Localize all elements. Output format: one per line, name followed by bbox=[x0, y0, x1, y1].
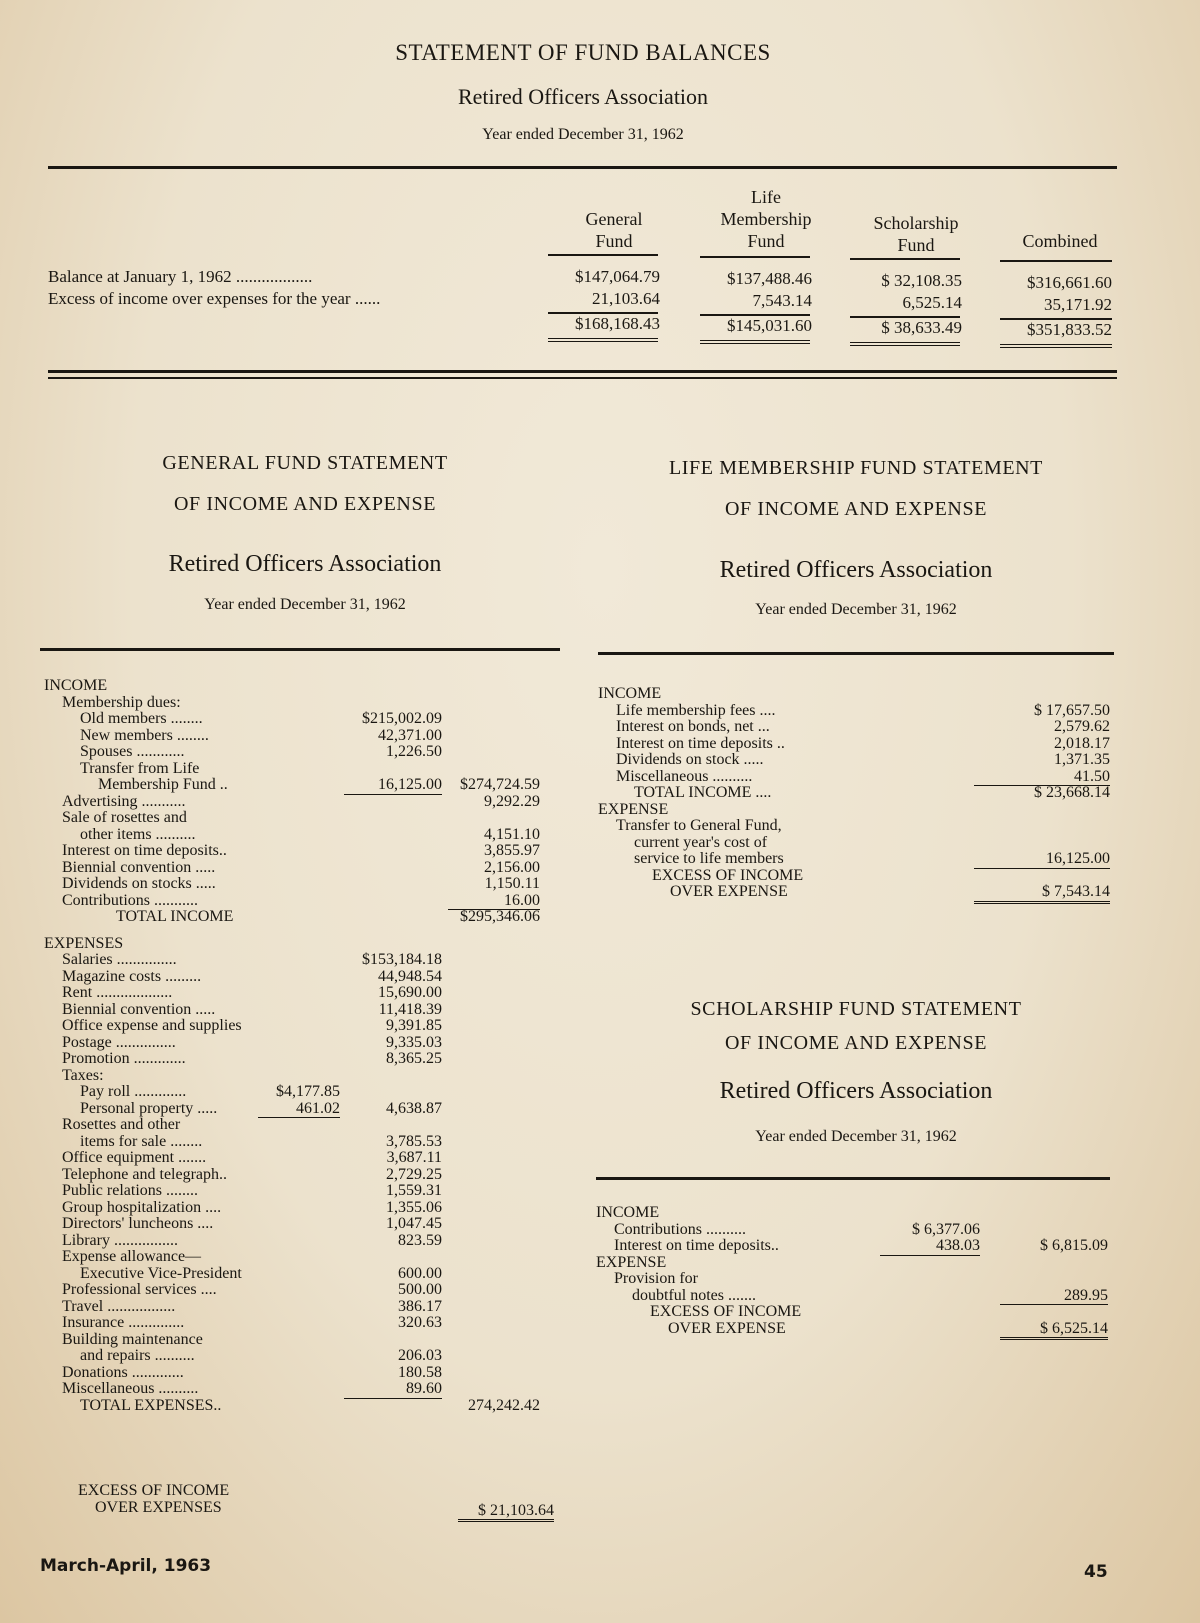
general-row-39 bbox=[44, 1315, 564, 1332]
general-row-label-12: Dividends on stocks ..... bbox=[62, 875, 216, 892]
general-row-31 bbox=[44, 1183, 564, 1200]
column-header-1-line3: Fund bbox=[747, 231, 785, 251]
general-row-38 bbox=[44, 1299, 564, 1316]
life-row-1 bbox=[598, 703, 1112, 720]
scholarship-row-2-b: 438.03 bbox=[880, 1238, 980, 1256]
general-row-30-b: 2,729.25 bbox=[386, 1165, 442, 1183]
scholarship-row-7 bbox=[596, 1321, 1110, 1340]
general-row-2-b: $215,002.09 bbox=[362, 710, 442, 727]
general-row-label-42: Donations ............. bbox=[62, 1363, 184, 1381]
general-row-label-3: New members ........ bbox=[80, 726, 209, 744]
general-row-label-31: Public relations ........ bbox=[62, 1182, 198, 1199]
scholarship-row-7-c: $ 6,525.14 bbox=[1000, 1321, 1108, 1341]
scholarship-row-label-6: EXCESS OF INCOME bbox=[650, 1303, 802, 1320]
life-row-5-c: 41.50 bbox=[974, 769, 1110, 787]
general-row-34-b: 823.59 bbox=[398, 1231, 442, 1249]
general-row-label-8: Sale of rosettes and bbox=[62, 809, 187, 826]
fund-balance-total-1: $145,031.60 bbox=[727, 316, 812, 335]
general-row-11-c: 2,156.00 bbox=[484, 858, 540, 876]
total-double-rule-0 bbox=[548, 338, 658, 342]
general-row-20 bbox=[44, 1002, 564, 1019]
general-row-19 bbox=[44, 985, 564, 1002]
general-row-label-25: Pay roll ............. bbox=[80, 1083, 187, 1100]
life-row-6 bbox=[598, 785, 1112, 802]
general-row-label-36: Executive Vice-President bbox=[80, 1264, 242, 1282]
general-row-20-b: 11,418.39 bbox=[378, 1000, 442, 1018]
general-row-label-21: Office expense and supplies bbox=[62, 1017, 242, 1034]
general-row-23 bbox=[44, 1051, 564, 1068]
fund-balance-row-1-value-1: 7,543.14 bbox=[752, 291, 812, 310]
general-row-label-26: Personal property ..... bbox=[80, 1099, 218, 1117]
fund-balance-row-1-value-2: 6,525.14 bbox=[902, 293, 962, 312]
general-row-43 bbox=[44, 1381, 564, 1398]
general-row-41-b: 206.03 bbox=[398, 1347, 442, 1364]
footer-issue: March-April, 1963 bbox=[40, 1556, 212, 1576]
general-row-0 bbox=[44, 678, 564, 695]
scholarship-row-1-b: $ 6,377.06 bbox=[912, 1220, 980, 1238]
general-row-label-44: TOTAL EXPENSES.. bbox=[80, 1396, 222, 1414]
top-rule bbox=[48, 166, 1117, 169]
life-row-4-c: 1,371.35 bbox=[1054, 751, 1110, 768]
fund-balance-row-1-value-3: 35,171.92 bbox=[1044, 295, 1112, 314]
scholarship-title-1: SCHOLARSHIP FUND STATEMENT bbox=[690, 998, 1022, 1020]
general-row-label-19: Rent ................... bbox=[62, 984, 173, 1001]
general-row-label-28: items for sale ........ bbox=[80, 1132, 203, 1150]
general-row-28-b: 3,785.53 bbox=[386, 1132, 442, 1150]
general-row-4-b: 1,226.50 bbox=[386, 743, 442, 760]
scholarship-row-6 bbox=[596, 1304, 1110, 1321]
general-row-36-b: 600.00 bbox=[398, 1264, 442, 1282]
general-row-label-22: Postage ............... bbox=[62, 1033, 176, 1051]
fund-balance-row-0-value-0: $147,064.79 bbox=[575, 267, 660, 286]
life-row-5 bbox=[598, 769, 1112, 786]
general-row-label-7: Advertising ........... bbox=[62, 792, 186, 810]
general-row-label-5: Transfer from Life bbox=[80, 759, 200, 777]
general-row-label-16: EXPENSES bbox=[44, 934, 124, 952]
general-year: Year ended December 31, 1962 bbox=[204, 596, 406, 613]
double-rule-lower bbox=[48, 377, 1117, 379]
scholarship-row-5 bbox=[596, 1288, 1110, 1305]
general-row-label-32: Group hospitalization .... bbox=[62, 1198, 222, 1216]
life-rule bbox=[598, 652, 1114, 655]
general-row-26-b: 4,638.87 bbox=[386, 1099, 442, 1117]
life-row-0 bbox=[598, 686, 1112, 703]
life-year: Year ended December 31, 1962 bbox=[755, 601, 957, 618]
general-row-23-b: 8,365.25 bbox=[386, 1050, 442, 1067]
general-row-label-23: Promotion ............. bbox=[62, 1050, 186, 1067]
general-row-11 bbox=[44, 860, 564, 877]
fund-balances-title: STATEMENT OF FUND BALANCES bbox=[395, 40, 771, 65]
general-row-label-39: Insurance .............. bbox=[62, 1314, 185, 1331]
life-row-4 bbox=[598, 752, 1112, 769]
total-double-rule-1 bbox=[700, 340, 810, 344]
fund-balance-row-0-value-2: $ 32,108.35 bbox=[881, 271, 962, 290]
general-row-label-4: Spouses ............ bbox=[80, 743, 185, 760]
life-row-2-c: 2,579.62 bbox=[1054, 718, 1110, 735]
general-row-12 bbox=[44, 876, 564, 893]
general-row-10 bbox=[44, 843, 564, 860]
scholarship-statement bbox=[596, 1205, 1110, 1340]
column-header-0-line3: Fund bbox=[595, 231, 633, 251]
life-row-label-12: OVER EXPENSE bbox=[670, 883, 788, 900]
general-row-5 bbox=[44, 761, 564, 778]
general-rule bbox=[40, 648, 560, 651]
general-row-label-14: TOTAL INCOME bbox=[116, 908, 234, 925]
life-row-6-c: $ 23,668.14 bbox=[1034, 784, 1110, 801]
column-header-3 bbox=[998, 186, 1122, 252]
general-row-13 bbox=[44, 893, 564, 910]
scholarship-row-3 bbox=[596, 1255, 1110, 1272]
life-row-11 bbox=[598, 868, 1112, 885]
general-row-label-34: Library ................ bbox=[62, 1231, 178, 1249]
general-row-label-38: Travel ................. bbox=[62, 1297, 176, 1315]
scholarship-row-label-3: EXPENSE bbox=[596, 1253, 667, 1271]
life-row-10 bbox=[598, 851, 1112, 868]
general-row-16 bbox=[44, 936, 564, 953]
general-row-label-13: Contributions ........... bbox=[62, 891, 199, 909]
scholarship-row-4 bbox=[596, 1271, 1110, 1288]
scholarship-year: Year ended December 31, 1962 bbox=[755, 1128, 957, 1145]
general-row-7 bbox=[44, 794, 564, 811]
general-excess-value: $ 21,103.64 bbox=[458, 1502, 554, 1522]
general-row-22 bbox=[44, 1035, 564, 1052]
life-row-label-6: TOTAL INCOME .... bbox=[634, 784, 772, 801]
general-row-7-c: 9,292.29 bbox=[484, 792, 540, 810]
general-row-35 bbox=[44, 1249, 564, 1266]
general-row-label-41: and repairs .......... bbox=[80, 1347, 195, 1364]
general-row-21 bbox=[44, 1018, 564, 1035]
general-row-39-b: 320.63 bbox=[398, 1314, 442, 1331]
life-row-label-11: EXCESS OF INCOME bbox=[652, 866, 804, 884]
life-row-label-1: Life membership fees .... bbox=[616, 701, 776, 719]
general-row-6-b: 16,125.00 bbox=[344, 777, 442, 795]
general-row-label-1: Membership dues: bbox=[62, 693, 181, 711]
life-org: Retired Officers Association bbox=[719, 557, 993, 583]
life-row-1-c: $ 17,657.50 bbox=[1034, 701, 1110, 719]
general-row-33 bbox=[44, 1216, 564, 1233]
fund-balance-row-0-value-3: $316,661.60 bbox=[1027, 273, 1112, 292]
life-row-label-8: Transfer to General Fund, bbox=[616, 817, 782, 834]
general-title-2: OF INCOME AND EXPENSE bbox=[173, 493, 437, 515]
general-excess-line-1: EXCESS OF INCOME bbox=[78, 1482, 230, 1499]
general-row-label-20: Biennial convention ..... bbox=[62, 1000, 216, 1018]
column-header-3-line3: Combined bbox=[1022, 231, 1098, 251]
fund-balance-total-2: $ 38,633.49 bbox=[881, 318, 962, 337]
life-row-label-5: Miscellaneous .......... bbox=[616, 767, 753, 785]
general-row-42-b: 180.58 bbox=[398, 1363, 442, 1381]
column-header-0 bbox=[546, 186, 682, 252]
general-row-37-b: 500.00 bbox=[398, 1281, 442, 1298]
general-row-label-27: Rosettes and other bbox=[62, 1116, 181, 1133]
life-row-3-c: 2,018.17 bbox=[1054, 734, 1110, 752]
general-row-label-17: Salaries ............... bbox=[62, 951, 177, 968]
general-row-12-c: 1,150.11 bbox=[484, 875, 540, 892]
fund-balance-row-0-value-1: $137,488.46 bbox=[727, 269, 812, 288]
scholarship-row-1 bbox=[596, 1222, 1110, 1239]
scholarship-row-label-0: INCOME bbox=[596, 1204, 660, 1221]
column-header-0-line2: General bbox=[585, 209, 643, 229]
general-row-label-0: INCOME bbox=[44, 677, 108, 694]
general-row-17-b: $153,184.18 bbox=[362, 951, 442, 968]
fund-balance-total-0: $168,168.43 bbox=[575, 314, 660, 333]
life-title-2: OF INCOME AND EXPENSE bbox=[724, 498, 988, 520]
general-row-label-43: Miscellaneous .......... bbox=[62, 1380, 199, 1397]
column-header-2-line3: Fund bbox=[897, 235, 935, 255]
general-row-2 bbox=[44, 711, 564, 728]
scholarship-org: Retired Officers Association bbox=[719, 1078, 993, 1104]
general-row-41 bbox=[44, 1348, 564, 1365]
general-row-42 bbox=[44, 1365, 564, 1382]
scholarship-row-2-c: $ 6,815.09 bbox=[1040, 1237, 1108, 1254]
general-row-30 bbox=[44, 1167, 564, 1184]
column-header-rule-3 bbox=[1000, 260, 1112, 262]
life-row-2 bbox=[598, 719, 1112, 736]
fund-balance-total-3: $351,833.52 bbox=[1027, 320, 1112, 339]
fund-balance-row-label-0: Balance at January 1, 1962 .................. bbox=[48, 267, 313, 286]
general-row-9-c: 4,151.10 bbox=[484, 825, 540, 843]
general-row-1 bbox=[44, 695, 564, 712]
general-row-36 bbox=[44, 1266, 564, 1283]
total-double-rule-2 bbox=[850, 342, 960, 346]
general-org: Retired Officers Association bbox=[168, 551, 442, 577]
column-header-3-line1 bbox=[998, 186, 1122, 208]
general-row-18 bbox=[44, 969, 564, 986]
general-row-label-6: Membership Fund .. bbox=[98, 776, 228, 793]
general-row-9 bbox=[44, 827, 564, 844]
life-row-3 bbox=[598, 736, 1112, 753]
life-title-1: LIFE MEMBERSHIP FUND STATEMENT bbox=[668, 457, 1043, 479]
general-row-18-b: 44,948.54 bbox=[378, 967, 442, 985]
general-row-14-c: $295,346.06 bbox=[460, 908, 540, 925]
general-row-label-11: Biennial convention ..... bbox=[62, 858, 216, 876]
general-row-8 bbox=[44, 810, 564, 827]
general-row-19-b: 15,690.00 bbox=[378, 984, 442, 1001]
general-row-label-29: Office equipment ....... bbox=[62, 1149, 207, 1166]
scholarship-title-2: OF INCOME AND EXPENSE bbox=[724, 1032, 988, 1054]
general-row-25-a: $4,177.85 bbox=[276, 1083, 340, 1100]
fund-balance-row-1-value-0: 21,103.64 bbox=[592, 289, 660, 308]
general-row-label-40: Building maintenance bbox=[62, 1330, 203, 1348]
footer-page-number: 45 bbox=[1084, 1562, 1108, 1582]
column-header-rule-1 bbox=[700, 256, 810, 258]
column-header-0-line1 bbox=[546, 186, 682, 208]
general-row-29-b: 3,687.11 bbox=[386, 1149, 442, 1166]
general-row-15 bbox=[44, 926, 564, 936]
column-header-2-line1 bbox=[848, 190, 984, 212]
column-header-rule-2 bbox=[850, 258, 960, 260]
life-row-label-4: Dividends on stock ..... bbox=[616, 751, 764, 768]
general-row-label-24: Taxes: bbox=[62, 1066, 104, 1084]
general-row-40 bbox=[44, 1332, 564, 1349]
general-row-label-30: Telephone and telegraph.. bbox=[62, 1165, 228, 1183]
life-row-8 bbox=[598, 818, 1112, 835]
general-row-label-33: Directors' luncheons .... bbox=[62, 1215, 214, 1232]
life-row-label-2: Interest on bonds, net ... bbox=[616, 718, 770, 735]
life-row-7 bbox=[598, 802, 1112, 819]
scholarship-row-0 bbox=[596, 1205, 1110, 1222]
general-row-31-b: 1,559.31 bbox=[386, 1182, 442, 1199]
general-row-37 bbox=[44, 1282, 564, 1299]
general-row-34 bbox=[44, 1233, 564, 1250]
general-row-25 bbox=[44, 1084, 564, 1101]
life-row-12-c: $ 7,543.14 bbox=[974, 884, 1110, 904]
life-row-label-0: INCOME bbox=[598, 685, 662, 702]
general-row-10-c: 3,855.97 bbox=[484, 842, 540, 859]
general-statement bbox=[44, 678, 564, 1414]
life-row-label-3: Interest on time deposits .. bbox=[616, 734, 785, 752]
general-row-32-b: 1,355.06 bbox=[386, 1198, 442, 1216]
scholarship-row-label-4: Provision for bbox=[614, 1270, 698, 1287]
fund-balances-org: Retired Officers Association bbox=[457, 84, 709, 109]
column-header-1-line1: Life bbox=[751, 187, 781, 207]
general-row-44 bbox=[44, 1398, 564, 1415]
general-row-43-b: 89.60 bbox=[344, 1381, 442, 1399]
life-row-label-7: EXPENSE bbox=[598, 800, 669, 818]
general-row-32 bbox=[44, 1200, 564, 1217]
column-header-rule-0 bbox=[548, 254, 658, 256]
life-row-9 bbox=[598, 835, 1112, 852]
general-row-3-b: 42,371.00 bbox=[378, 726, 442, 744]
general-row-21-b: 9,391.85 bbox=[386, 1017, 442, 1034]
scholarship-row-label-5: doubtful notes ....... bbox=[632, 1286, 756, 1304]
life-row-label-10: service to life members bbox=[634, 850, 784, 867]
general-row-26 bbox=[44, 1101, 564, 1118]
scholarship-row-label-7: OVER EXPENSE bbox=[668, 1319, 786, 1337]
scholarship-row-2 bbox=[596, 1238, 1110, 1255]
general-row-26-a: 461.02 bbox=[258, 1101, 340, 1119]
life-row-label-9: current year's cost of bbox=[634, 833, 768, 851]
general-row-27 bbox=[44, 1117, 564, 1134]
general-row-44-c: 274,242.42 bbox=[468, 1396, 540, 1414]
scholarship-row-label-2: Interest on time deposits.. bbox=[614, 1237, 779, 1254]
fund-balance-row-label-1: Excess of income over expenses for the year ...... bbox=[48, 289, 381, 308]
general-row-label-37: Professional services .... bbox=[62, 1281, 217, 1298]
life-row-10-c: 16,125.00 bbox=[974, 851, 1110, 869]
general-row-4 bbox=[44, 744, 564, 761]
general-row-17 bbox=[44, 952, 564, 969]
life-row-12 bbox=[598, 884, 1112, 903]
scholarship-row-5-c: 289.95 bbox=[1000, 1288, 1108, 1306]
column-header-1 bbox=[698, 186, 834, 252]
general-row-29 bbox=[44, 1150, 564, 1167]
general-row-label-35: Expense allowance— bbox=[62, 1248, 202, 1265]
general-excess-label bbox=[78, 1482, 229, 1516]
general-row-label-9: other items .......... bbox=[80, 825, 196, 843]
general-row-24 bbox=[44, 1068, 564, 1085]
general-row-33-b: 1,047.45 bbox=[386, 1215, 442, 1232]
fund-balances-year: Year ended December 31, 1962 bbox=[482, 126, 684, 143]
general-row-label-2: Old members ........ bbox=[80, 710, 203, 727]
general-title-1: GENERAL FUND STATEMENT bbox=[162, 452, 448, 474]
general-excess-line-2: OVER EXPENSES bbox=[95, 1499, 222, 1516]
general-row-22-b: 9,335.03 bbox=[386, 1033, 442, 1051]
general-row-14 bbox=[44, 909, 564, 926]
column-header-2 bbox=[848, 190, 984, 256]
general-row-6 bbox=[44, 777, 564, 794]
column-header-1-line2: Membership bbox=[720, 209, 812, 229]
general-row-3 bbox=[44, 728, 564, 745]
general-row-6-c: $274,724.59 bbox=[460, 776, 540, 793]
column-header-2-line2: Scholarship bbox=[873, 213, 959, 233]
life-statement bbox=[598, 686, 1112, 903]
general-row-label-10: Interest on time deposits.. bbox=[62, 842, 227, 859]
general-row-13-c: 16.00 bbox=[448, 893, 540, 911]
double-rule-upper bbox=[48, 370, 1117, 373]
total-double-rule-3 bbox=[1000, 344, 1112, 348]
general-row-38-b: 386.17 bbox=[398, 1297, 442, 1315]
general-row-label-18: Magazine costs ......... bbox=[62, 967, 202, 985]
scholarship-row-label-1: Contributions .......... bbox=[614, 1220, 747, 1238]
scholarship-rule bbox=[596, 1177, 1110, 1180]
column-header-3-line2 bbox=[998, 208, 1122, 230]
general-row-28 bbox=[44, 1134, 564, 1151]
